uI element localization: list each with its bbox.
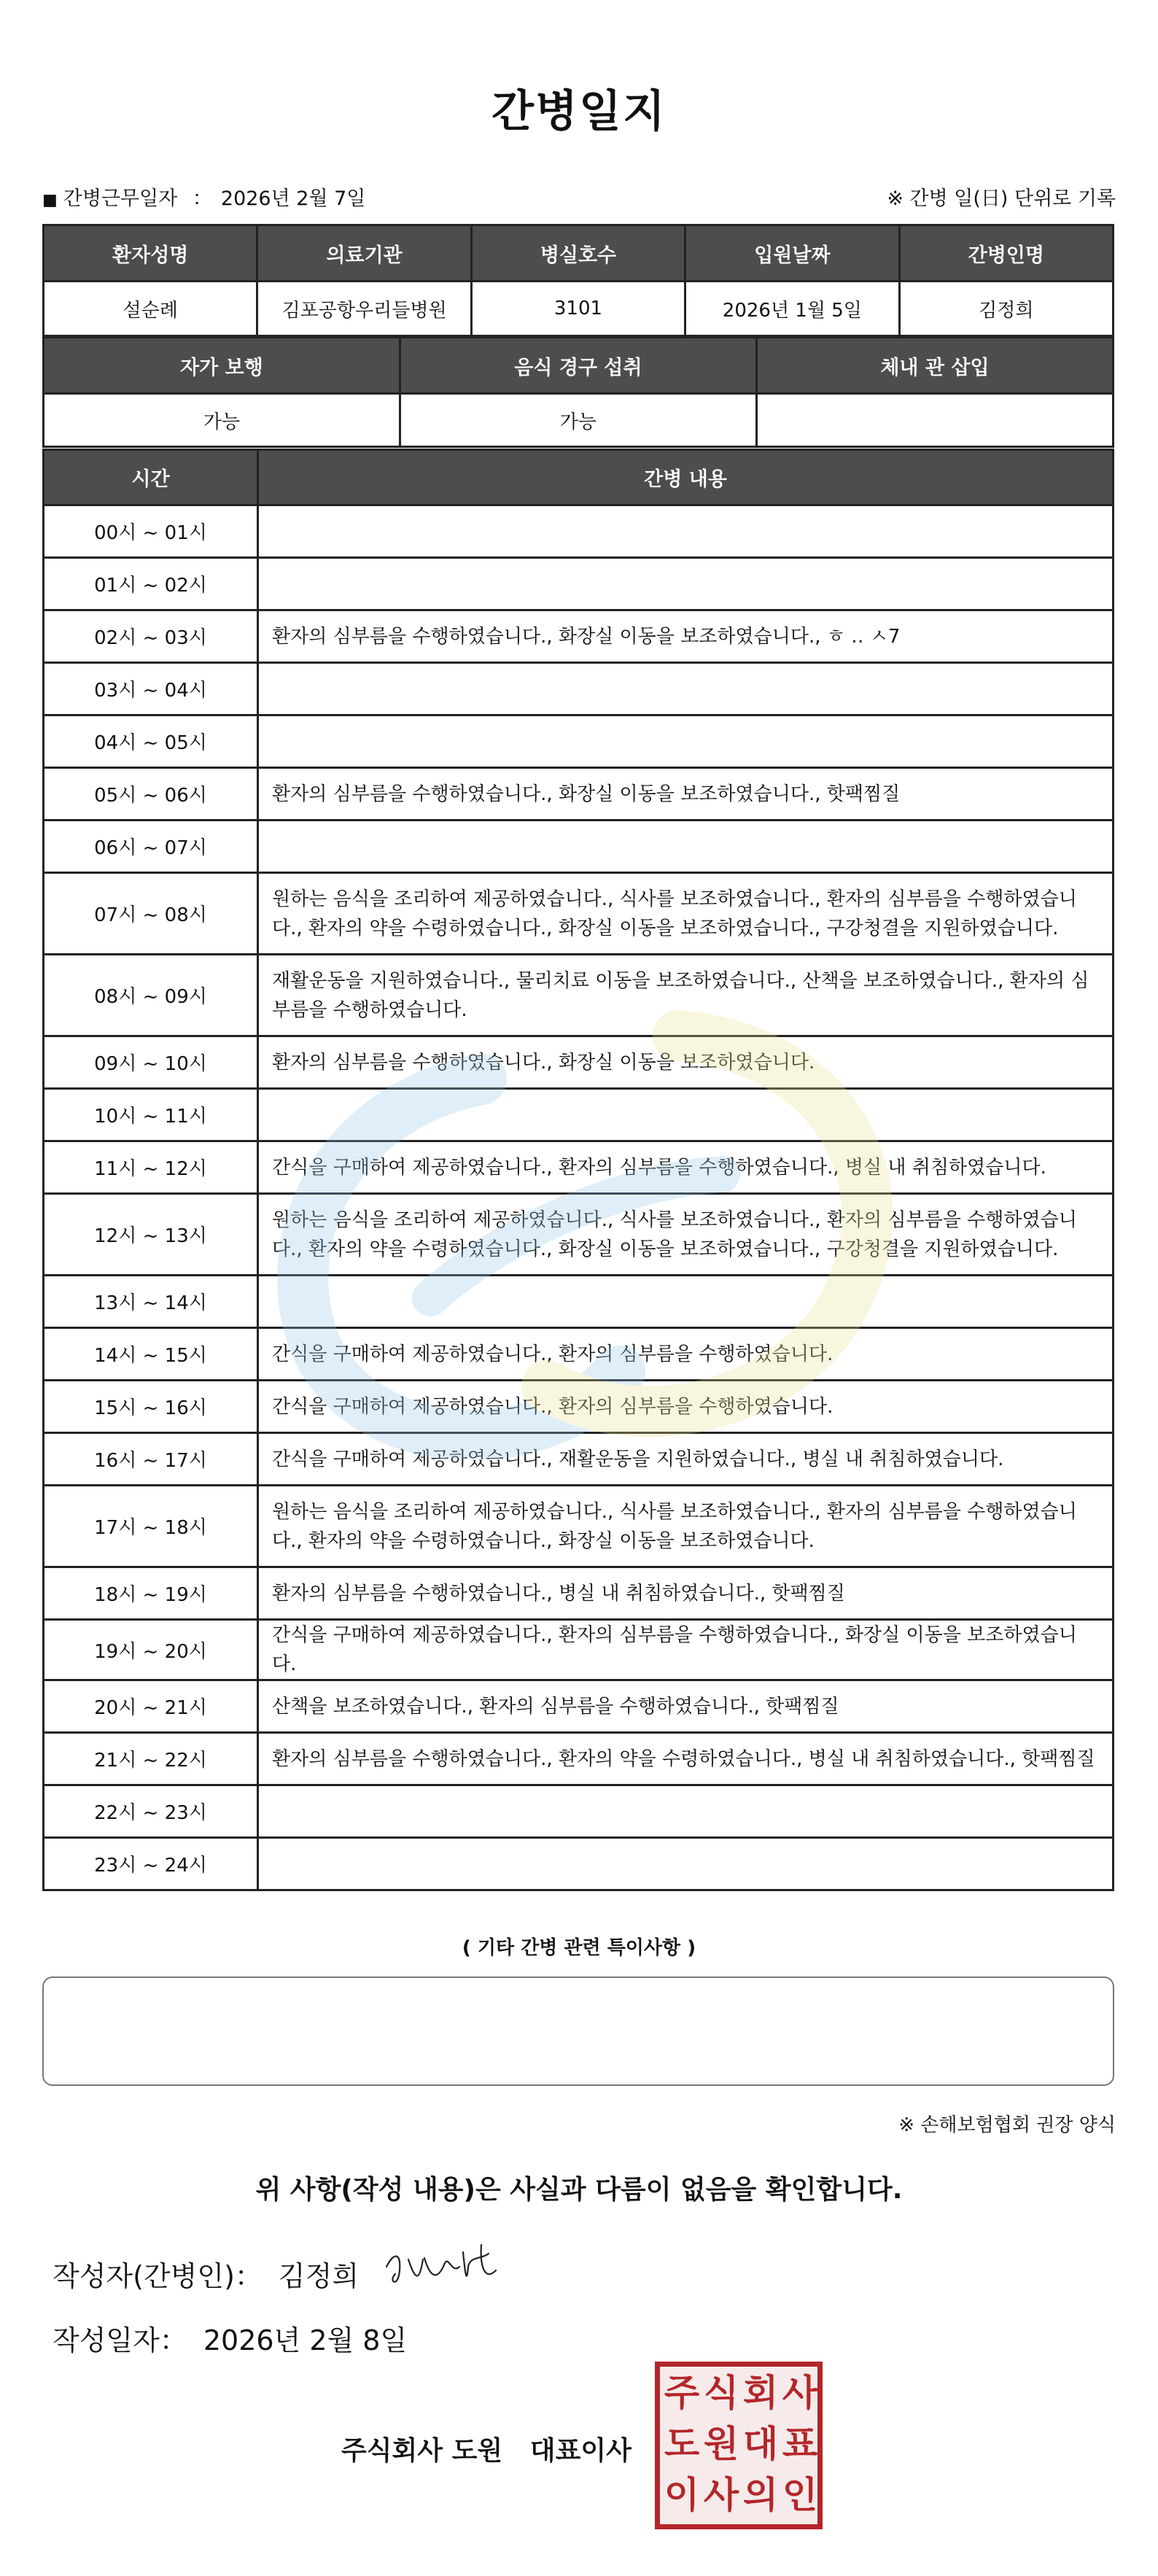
seal-character: 원 — [703, 2423, 739, 2465]
log-row — [44, 820, 1114, 873]
log-time-cell: 19시 ~ 20시 — [44, 1620, 258, 1680]
header-patient-name: 환자성명 — [44, 225, 257, 282]
patient-name: 설순례 — [44, 282, 257, 336]
log-time-cell: 07시 ~ 08시 — [44, 873, 258, 955]
care-log-table — [42, 449, 1114, 1891]
log-content-cell — [258, 715, 1114, 768]
log-row — [44, 1620, 1114, 1680]
confirmation-statement: 위 사항(작성 내용)은 사실과 다름이 없음을 확인합니다. — [255, 2175, 903, 2205]
log-row — [44, 1680, 1114, 1733]
log-content-cell: 재활운동을 지원하였습니다., 물리치료 이동을 보조하였습니다., 산책을 보조하였습니다., 환자의 심부름을 수행하였습니다. — [258, 955, 1114, 1036]
seal-character: 표 — [782, 2423, 818, 2465]
log-row — [44, 1838, 1114, 1890]
log-content-cell: 산책을 보조하였습니다., 환자의 심부름을 수행하였습니다., 핫팩찜질 — [258, 1680, 1114, 1733]
tube-insertion-value — [756, 394, 1113, 447]
care-log-rows — [44, 505, 1114, 1890]
company-signature-line: 주식회사 도원 대표이사 — [341, 2436, 632, 2466]
log-row — [44, 505, 1114, 558]
patient-ability-table — [42, 336, 1114, 448]
log-time-cell: 21시 ~ 22시 — [44, 1733, 258, 1785]
recommended-form-note: ※ 손해보험협회 권장 양식 — [898, 2114, 1116, 2136]
header-caregiver-name: 간병인명 — [899, 225, 1113, 282]
log-content-cell — [258, 820, 1114, 873]
square-bullet-icon: ■ — [42, 191, 58, 209]
seal-character: 도 — [664, 2423, 700, 2465]
log-content-cell — [258, 1276, 1114, 1328]
hospital-name: 김포공항우리들병원 — [257, 282, 471, 336]
seal-character: 인 — [782, 2474, 818, 2516]
writer-label: 작성자(간병인)： — [53, 2260, 263, 2292]
log-content-cell: 원하는 음식을 조리하여 제공하였습니다., 식사를 보조하였습니다., 환자의 심부름을 수행하였습니다., 환자의 약을 수령하였습니다., 화장실 이동을 보조하였습니다., 구강청결을 지원하였습니다. — [258, 873, 1114, 955]
caregiver-name: 김정희 — [899, 282, 1113, 336]
log-content-cell: 환자의 심부름을 수행하였습니다., 화장실 이동을 보조하였습니다., 핫팩찜질 — [258, 768, 1114, 820]
header-care-content: 간병 내용 — [258, 450, 1114, 505]
log-content-cell — [258, 1838, 1114, 1890]
work-date-value: 2026년 2월 7일 — [220, 187, 366, 210]
log-time-cell: 06시 ~ 07시 — [44, 820, 258, 873]
log-time-cell: 17시 ~ 18시 — [44, 1486, 258, 1567]
log-row — [44, 1733, 1114, 1785]
log-time-cell: 12시 ~ 13시 — [44, 1194, 258, 1276]
log-time-cell: 16시 ~ 17시 — [44, 1433, 258, 1486]
log-row — [44, 1433, 1114, 1486]
log-row — [44, 873, 1114, 955]
log-row — [44, 1567, 1114, 1620]
handwritten-signature — [379, 2238, 503, 2296]
log-row — [44, 1194, 1114, 1276]
log-row — [44, 1381, 1114, 1433]
header-time: 시간 — [44, 450, 258, 505]
seal-character: 대 — [742, 2423, 779, 2465]
seal-character: 식 — [703, 2372, 739, 2414]
writer-line — [53, 2254, 359, 2294]
log-row — [44, 610, 1114, 663]
log-time-cell: 04시 ~ 05시 — [44, 715, 258, 768]
header-self-walking: 자가 보행 — [44, 338, 400, 394]
log-row — [44, 1089, 1114, 1141]
self-walking-value: 가능 — [44, 394, 400, 447]
header-hospital: 의료기관 — [257, 225, 471, 282]
log-content-cell: 환자의 심부름을 수행하였습니다., 병실 내 취침하였습니다., 핫팩찜질 — [258, 1567, 1114, 1620]
room-number: 3101 — [471, 282, 685, 336]
seal-character: 회 — [742, 2372, 779, 2414]
log-row — [44, 768, 1114, 820]
log-time-cell: 08시 ~ 09시 — [44, 955, 258, 1036]
patient-info-table — [42, 224, 1114, 337]
log-row — [44, 663, 1114, 715]
log-content-cell: 원하는 음식을 조리하여 제공하였습니다., 식사를 보조하였습니다., 환자의 심부름을 수행하였습니다., 환자의 약을 수령하였습니다., 화장실 이동을 보조하였습니다. — [258, 1486, 1114, 1567]
log-row — [44, 1036, 1114, 1089]
log-content-cell: 간식을 구매하여 제공하였습니다., 환자의 심부름을 수행하였습니다. — [258, 1381, 1114, 1433]
log-time-cell: 23시 ~ 24시 — [44, 1838, 258, 1890]
work-date-line — [42, 182, 365, 211]
log-row — [44, 558, 1114, 610]
written-date-value: 2026년 2월 8일 — [203, 2324, 408, 2356]
log-content-cell: 간식을 구매하여 제공하였습니다., 재활운동을 지원하였습니다., 병실 내 취침하였습니다. — [258, 1433, 1114, 1486]
log-time-cell: 03시 ~ 04시 — [44, 663, 258, 715]
log-row — [44, 1328, 1114, 1381]
log-content-cell: 환자의 심부름을 수행하였습니다., 환자의 약을 수령하였습니다., 병실 내 취침하였습니다., 핫팩찜질 — [258, 1733, 1114, 1785]
log-time-cell: 11시 ~ 12시 — [44, 1141, 258, 1194]
seal-character: 사 — [782, 2372, 818, 2414]
written-date-line — [53, 2318, 407, 2358]
log-row — [44, 715, 1114, 768]
log-time-cell: 00시 ~ 01시 — [44, 505, 258, 558]
log-content-cell: 간식을 구매하여 제공하였습니다., 환자의 심부름을 수행하였습니다., 화장실 이동을 보조하였습니다. — [258, 1620, 1114, 1680]
header-oral-intake: 음식 경구 섭취 — [400, 338, 756, 394]
remarks-box[interactable] — [42, 1976, 1114, 2086]
log-content-cell: 환자의 심부름을 수행하였습니다., 화장실 이동을 보조하였습니다. — [258, 1036, 1114, 1089]
work-date-separator: ： — [192, 187, 212, 210]
record-unit-note: ※ 간병 일(日) 단위로 기록 — [887, 187, 1116, 210]
log-row — [44, 955, 1114, 1036]
header-tube-insertion: 체내 관 삽입 — [756, 338, 1113, 394]
log-row — [44, 1785, 1114, 1838]
log-content-cell: 환자의 심부름을 수행하였습니다., 화장실 이동을 보조하였습니다., ㅎ ‥ ㅅ7 — [258, 610, 1114, 663]
log-time-cell: 01시 ~ 02시 — [44, 558, 258, 610]
log-content-cell — [258, 1089, 1114, 1141]
oral-intake-value: 가능 — [400, 394, 756, 447]
log-time-cell: 15시 ~ 16시 — [44, 1381, 258, 1433]
seal-character: 의 — [742, 2474, 779, 2516]
log-time-cell: 09시 ~ 10시 — [44, 1036, 258, 1089]
header-admission-date: 입원날짜 — [685, 225, 899, 282]
log-time-cell: 10시 ~ 11시 — [44, 1089, 258, 1141]
log-time-cell: 18시 ~ 19시 — [44, 1567, 258, 1620]
log-content-cell — [258, 558, 1114, 610]
log-content-cell — [258, 505, 1114, 558]
document-title: 간병일지 — [491, 86, 667, 137]
log-content-cell — [258, 1785, 1114, 1838]
log-time-cell: 20시 ~ 21시 — [44, 1680, 258, 1733]
log-time-cell: 02시 ~ 03시 — [44, 610, 258, 663]
log-time-cell: 05시 ~ 06시 — [44, 768, 258, 820]
log-content-cell — [258, 663, 1114, 715]
log-row — [44, 1276, 1114, 1328]
log-row — [44, 1141, 1114, 1194]
remarks-title: ( 기타 간병 관련 특이사항 ) — [462, 1937, 696, 1959]
log-content-cell: 간식을 구매하여 제공하였습니다., 환자의 심부름을 수행하였습니다. — [258, 1328, 1114, 1381]
log-time-cell: 14시 ~ 15시 — [44, 1328, 258, 1381]
header-room-number: 병실호수 — [471, 225, 685, 282]
log-time-cell: 13시 ~ 14시 — [44, 1276, 258, 1328]
log-content-cell: 간식을 구매하여 제공하였습니다., 환자의 심부름을 수행하였습니다., 병실 내 취침하였습니다. — [258, 1141, 1114, 1194]
seal-character: 사 — [703, 2474, 739, 2516]
seal-character: 이 — [664, 2474, 700, 2516]
admission-date: 2026년 1월 5일 — [685, 282, 899, 336]
log-time-cell: 22시 ~ 23시 — [44, 1785, 258, 1838]
seal-character: 주 — [664, 2372, 700, 2414]
work-date-label: 간병근무일자 — [63, 187, 178, 210]
writer-name: 김정희 — [278, 2260, 360, 2292]
written-date-label: 작성일자： — [53, 2324, 187, 2356]
company-seal-stamp — [655, 2362, 823, 2529]
log-content-cell: 원하는 음식을 조리하여 제공하였습니다., 식사를 보조하였습니다., 환자의 심부름을 수행하였습니다., 환자의 약을 수령하였습니다., 화장실 이동을 보조하였습니다., 구강청결을 지원하였습니다. — [258, 1194, 1114, 1276]
log-row — [44, 1486, 1114, 1567]
